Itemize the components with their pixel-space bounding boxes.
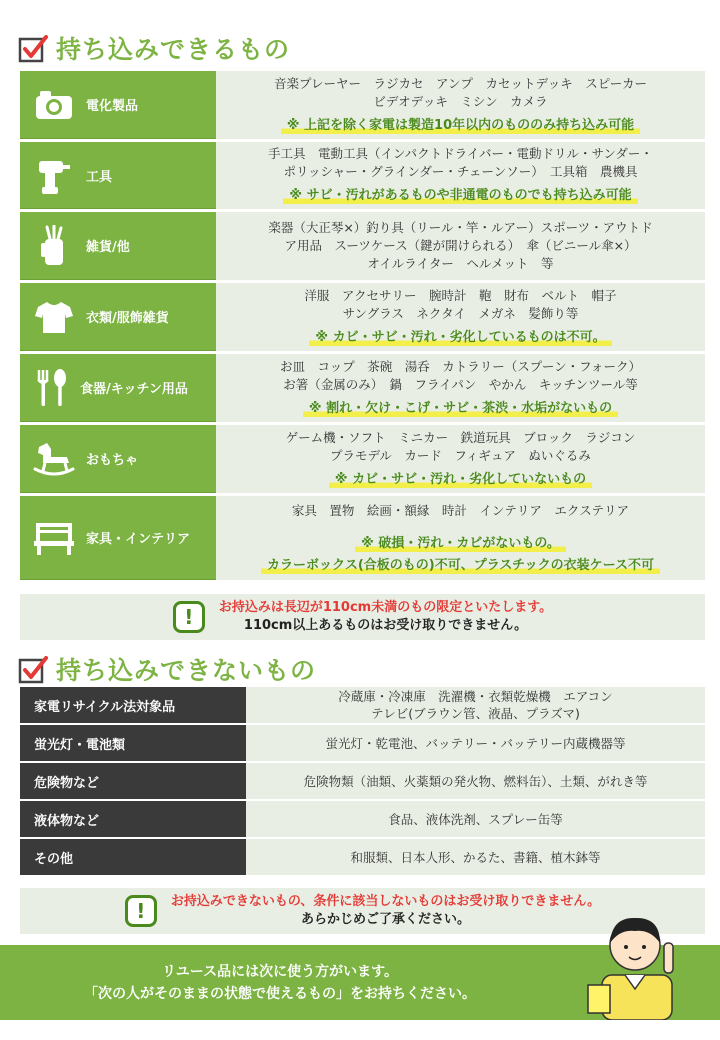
- accept-row: [20, 142, 705, 209]
- category-content: [216, 354, 705, 422]
- rocking-horse-icon: [32, 437, 76, 481]
- golf-bag-icon: [32, 224, 76, 268]
- category-label: [20, 212, 216, 280]
- condition-note: ※ 上記を除く家電は製造10年以内のもののみ持ち込み可能: [281, 116, 640, 136]
- item-line: テレビ(ブラウン管、液晶、プラズマ): [371, 706, 580, 721]
- category-content: [246, 725, 705, 761]
- item-line: 蛍光灯・乾電池、バッテリー・バッテリー内蔵機器等: [325, 735, 626, 751]
- section-heading-accept: [18, 30, 290, 66]
- item-line: ゲーム機・ソフト ミニカー 鉄道玩具 ブロック ラジコン: [285, 429, 636, 445]
- exclamation-icon: !: [125, 895, 157, 927]
- camera-icon: [32, 83, 76, 127]
- accept-table: [20, 71, 705, 583]
- category-content: [216, 142, 705, 209]
- item-line: 冷蔵庫・冷凍庫 洗濯機・衣類乾燥機 エアコン: [338, 689, 613, 704]
- category-name: 衣類/服飾雑貨: [86, 311, 169, 326]
- reject-table: [20, 687, 705, 877]
- category-content: [216, 496, 705, 580]
- bench-icon: [32, 516, 76, 560]
- category-name: 危険物など: [20, 763, 246, 799]
- category-name: 食器/キッチン用品: [80, 382, 188, 397]
- checkmark-icon: [18, 33, 48, 63]
- category-content: [246, 839, 705, 875]
- footer-line: リユース品には次に使う方がいます。: [162, 964, 398, 980]
- notice-line: あらかじめご了承ください。: [300, 912, 470, 927]
- item-line: ポリッシャー・グラインダー・チェーンソー） 工具箱 農機具: [283, 164, 638, 179]
- footer-banner: [0, 945, 720, 1020]
- reject-row: [20, 725, 705, 761]
- item-line: 家具 置物 絵画・額縁 時計 インテリア エクステリア: [291, 503, 630, 518]
- notice-line: お持込みは長辺が110cm未満のもの限定といたします。: [218, 600, 553, 615]
- category-name: 家具・インテリア: [86, 532, 191, 547]
- condition-note: ※ サビ・汚れがあるものや非通電のものでも持ち込み可能: [283, 186, 637, 206]
- category-label: [20, 354, 216, 422]
- accept-row: [20, 354, 705, 422]
- item-line: 危険物類（油類、火薬類の発火物、燃料缶）、土類、がれき等: [303, 773, 648, 789]
- category-name: 工具: [86, 169, 113, 185]
- condition-note: ※ カビ・サビ・汚れ・劣化していないもの: [329, 470, 592, 490]
- item-line: プラモデル カード フィギュア ぬいぐるみ: [330, 447, 591, 463]
- item-line: 和服類、日本人形、かるた、書籍、植木鉢等: [350, 849, 601, 865]
- item-line: オイルライター ヘルメット 等: [367, 256, 554, 271]
- reject-row: [20, 687, 705, 723]
- section-title: 持ち込みできないもの: [56, 656, 317, 685]
- category-content: [246, 763, 705, 799]
- item-line: サングラス ネクタイ メガネ 髪飾り等: [342, 305, 579, 321]
- category-name: 蛍光灯・電池類: [20, 725, 246, 761]
- item-line: ア用品 スーツケース（鍵が開けられる） 傘（ビニール傘×）: [284, 238, 637, 253]
- condition-note: ※ 割れ・欠け・こげ・サビ・茶渋・水垢がないもの: [303, 399, 618, 419]
- accept-row: [20, 283, 705, 351]
- size-limit-notice: [20, 594, 705, 640]
- category-name: 家電リサイクル法対象品: [20, 687, 246, 723]
- category-content: [216, 212, 705, 280]
- accept-row: [20, 425, 705, 493]
- exclamation-icon: !: [173, 601, 205, 633]
- category-name: その他: [20, 839, 246, 875]
- staff-illustration: [580, 905, 690, 1020]
- notice-line: 110cm以上あるものはお受け取りできません。: [243, 618, 528, 633]
- accept-row: [20, 496, 705, 580]
- reject-row: [20, 763, 705, 799]
- checkmark-icon: [18, 654, 48, 684]
- item-line: 音楽プレーヤー ラジカセ アンプ カセットデッキ スピーカー: [273, 75, 647, 91]
- footer-line: 「次の人がそのままの状態で使えるもの」をお持ちください。: [84, 986, 476, 1002]
- accept-row: [20, 212, 705, 280]
- drill-icon: [32, 153, 76, 197]
- cutlery-icon: [30, 366, 74, 410]
- item-line: 洋服 アクセサリー 腕時計 鞄 財布 ベルト 帽子: [304, 287, 617, 303]
- category-name: 液体物など: [20, 801, 246, 837]
- category-label: [20, 425, 216, 493]
- category-name: 雑貨/他: [86, 240, 130, 255]
- item-line: 手工具 電動工具（インパクトドライバー・電動ドリル・サンダー・: [268, 146, 653, 161]
- category-content: [216, 283, 705, 351]
- category-label: [20, 496, 216, 580]
- category-content: [216, 71, 705, 139]
- accept-row: [20, 71, 705, 139]
- condition-note: カラーボックス(合板のもの)不可、プラスチックの衣装ケース不可: [261, 556, 660, 576]
- reject-row: [20, 801, 705, 837]
- condition-note: ※ 破損・汚れ・カビがないもの。: [355, 534, 566, 554]
- category-content: [246, 687, 705, 723]
- item-line: ビデオデッキ ミシン カメラ: [373, 93, 548, 109]
- category-label: [20, 71, 216, 139]
- item-line: お箸（金属のみ） 鍋 フライパン やかん キッチンツール等: [283, 376, 638, 392]
- category-content: [216, 425, 705, 493]
- notice-line: お持込みできないもの、条件に該当しないものはお受け取りできません。: [170, 894, 601, 909]
- category-label: [20, 142, 216, 209]
- item-line: 楽器（大正琴×）釣り具（リール・竿・ルアー）スポーツ・アウトド: [268, 220, 653, 235]
- item-line: 食品、液体洗剤、スプレー缶等: [388, 811, 563, 827]
- category-label: [20, 283, 216, 351]
- shirt-icon: [32, 295, 76, 339]
- reject-row: [20, 839, 705, 875]
- section-title: 持ち込みできるもの: [56, 35, 291, 64]
- category-name: おもちゃ: [86, 453, 139, 468]
- category-name: 電化製品: [86, 99, 139, 114]
- condition-note: ※ カビ・サビ・汚れ・劣化しているものは不可。: [309, 328, 611, 348]
- item-line: お皿 コップ 茶碗 湯呑 カトラリー（スプーン・フォーク）: [279, 358, 641, 374]
- section-heading-reject: [18, 651, 316, 687]
- category-content: [246, 801, 705, 837]
